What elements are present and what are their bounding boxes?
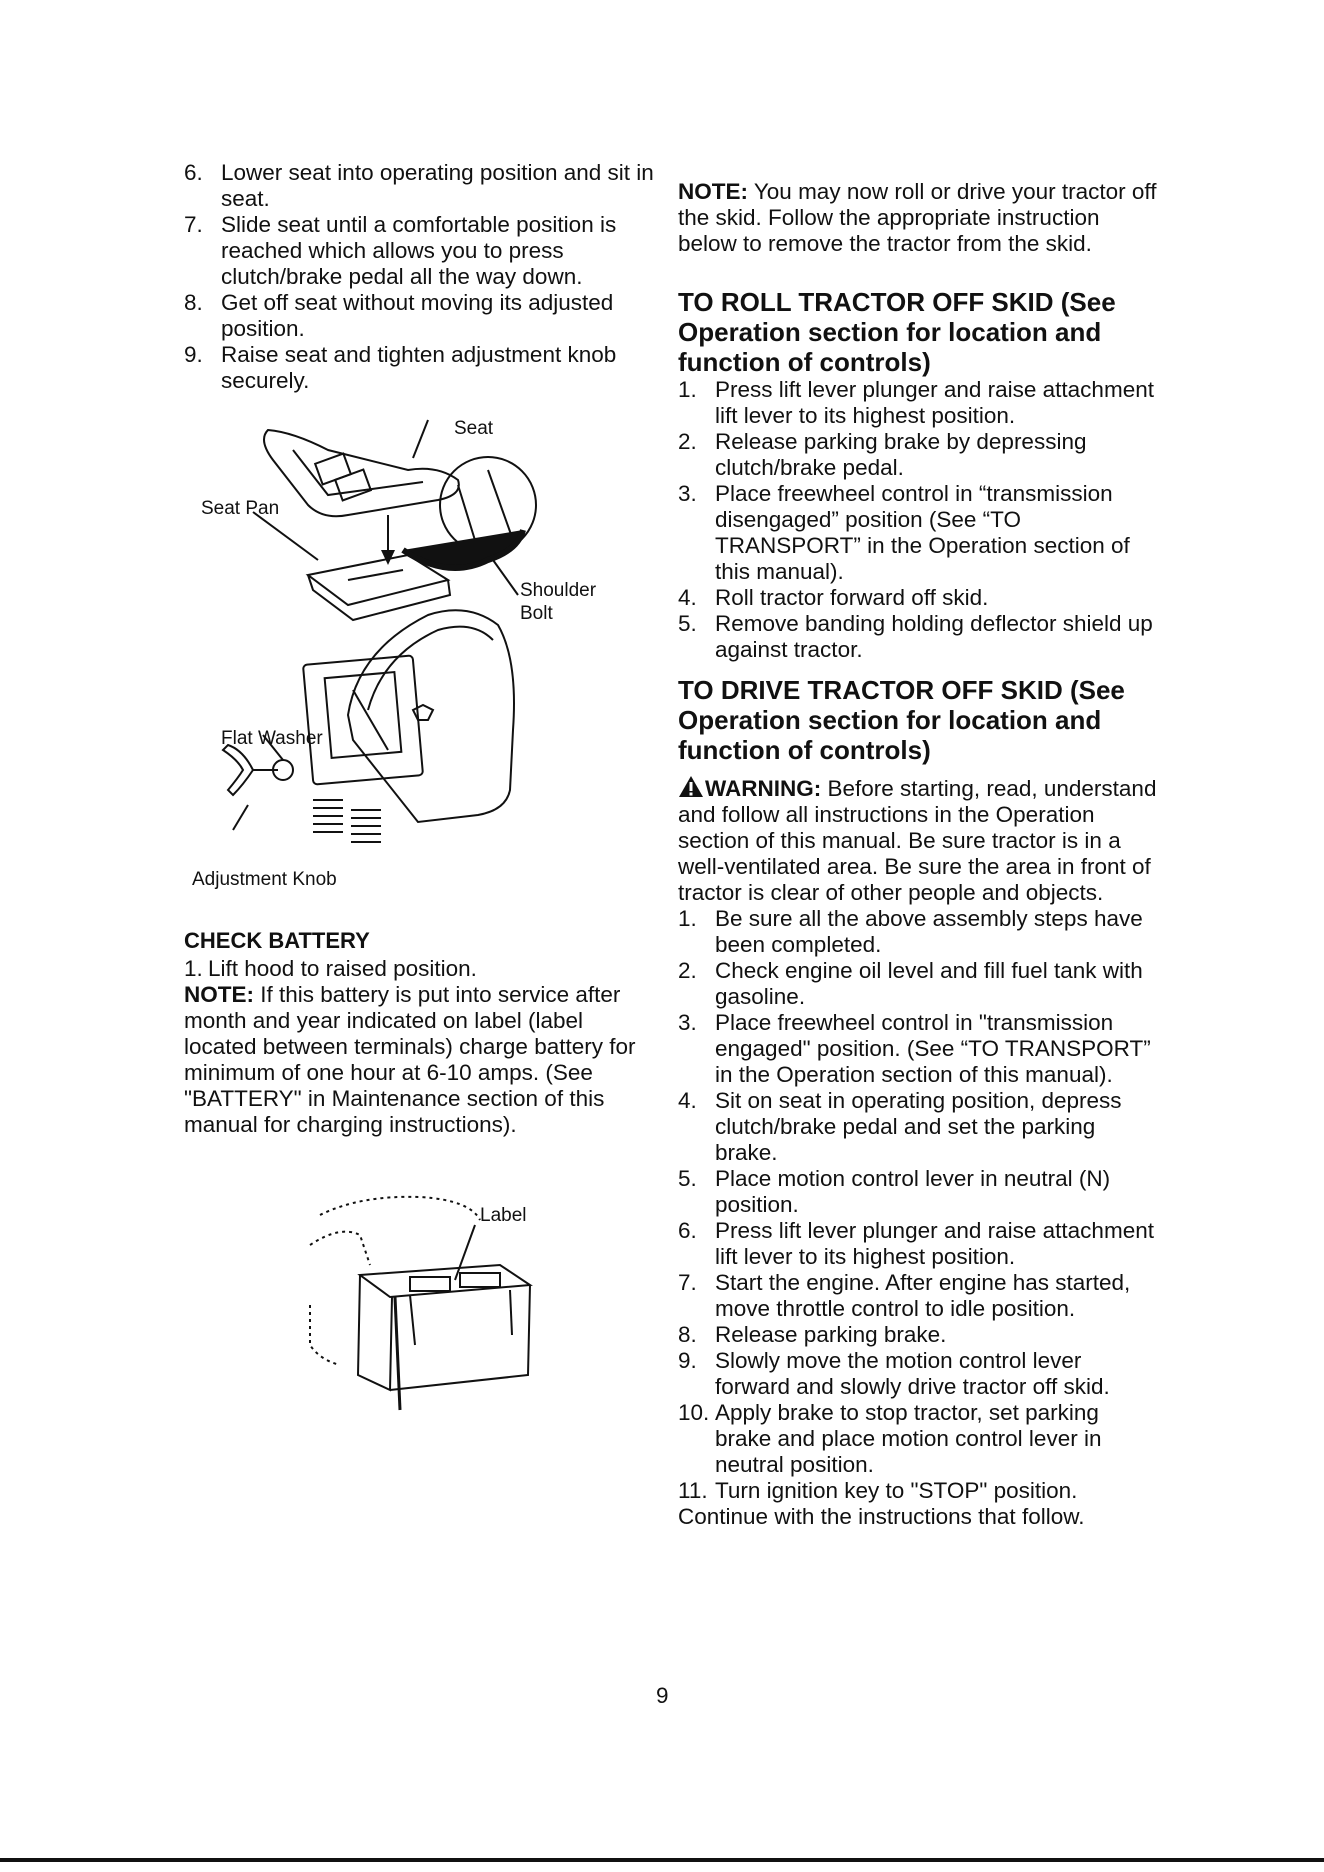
list-item bbox=[184, 956, 654, 982]
list-item-number: 6. bbox=[184, 160, 203, 185]
note-label: NOTE: bbox=[678, 179, 748, 204]
label-bolt: Bolt bbox=[520, 603, 553, 624]
list-item-number: 10. bbox=[678, 1400, 710, 1425]
list-item-number: 11. bbox=[678, 1478, 708, 1503]
list-item-number: 9. bbox=[678, 1348, 697, 1373]
list-item-text: Slowly move the motion control lever forward and slowly drive tractor off skid. bbox=[715, 1348, 1110, 1399]
list-item bbox=[678, 481, 1158, 585]
list-item bbox=[184, 212, 654, 290]
check-battery-section bbox=[184, 928, 654, 1138]
warning-label: WARNING: bbox=[705, 776, 822, 801]
list-item-number: 4. bbox=[678, 585, 697, 610]
list-item-text: Release parking brake. bbox=[715, 1322, 947, 1347]
list-item bbox=[678, 1010, 1158, 1088]
list-item-text: Lower seat into operating position and sit in seat. bbox=[221, 160, 654, 211]
list-item-text: Remove banding holding deflector shield up against tractor. bbox=[715, 611, 1153, 662]
list-item-text: Get off seat without moving its adjusted position. bbox=[221, 290, 614, 341]
list-item-text: Start the engine. After engine has started, move throttle control to idle position. bbox=[715, 1270, 1131, 1321]
list-item bbox=[678, 958, 1158, 1010]
list-item bbox=[678, 1348, 1158, 1400]
label-battery-label: Label bbox=[480, 1205, 527, 1226]
list-item-text: Turn ignition key to "STOP" position. bbox=[715, 1478, 1078, 1503]
note-text: If this battery is put into service after month and year indicated on label (label located between terminals) charge battery for minimum of one hour at 6-10 amps. (See "BATTERY" in Maintenance section of this manual for charging instructions). bbox=[184, 982, 636, 1137]
list-item-text: Place freewheel control in “transmission disengaged” position (See “TO TRANSPORT” in the Operation section of this manual). bbox=[715, 481, 1130, 584]
list-item-text: Be sure all the above assembly steps have been completed. bbox=[715, 906, 1143, 957]
list-item-text: Roll tractor forward off skid. bbox=[715, 585, 989, 610]
roll-off-skid-heading: TO ROLL TRACTOR OFF SKID (See Operation section for location and function of controls) bbox=[678, 287, 1116, 377]
list-item bbox=[678, 1270, 1158, 1322]
list-item-number: 3. bbox=[678, 1010, 697, 1035]
list-item-text: Release parking brake by depressing clutch/brake pedal. bbox=[715, 429, 1087, 480]
continue-text: Continue with the instructions that follow. bbox=[678, 1504, 1085, 1529]
list-item-number: 8. bbox=[184, 290, 203, 315]
label-flat-washer: Flat Washer bbox=[221, 728, 323, 749]
skid-note bbox=[678, 179, 1158, 257]
check-battery-heading: CHECK BATTERY bbox=[184, 928, 370, 953]
list-item bbox=[184, 160, 654, 212]
list-item-text: Slide seat until a comfortable position is reached which allows you to press clutch/brake pedal all the way down. bbox=[221, 212, 617, 289]
bottom-rule bbox=[0, 1858, 1324, 1862]
list-item bbox=[184, 290, 654, 342]
drive-warning bbox=[678, 775, 1158, 906]
list-item bbox=[678, 1088, 1158, 1166]
label-shoulder: Shoulder bbox=[520, 580, 597, 601]
drive-steps-list bbox=[678, 906, 1158, 1504]
list-item-text: Place motion control lever in neutral (N) position. bbox=[715, 1166, 1111, 1217]
list-item-text: Apply brake to stop tractor, set parking brake and place motion control lever in neutral position. bbox=[715, 1400, 1102, 1477]
warning-icon bbox=[678, 775, 704, 798]
roll-steps-list bbox=[678, 377, 1158, 663]
drive-off-skid-heading: TO DRIVE TRACTOR OFF SKID (See Operation section for location and function of controls) bbox=[678, 675, 1125, 765]
list-item-text: Press lift lever plunger and raise attachment lift lever to its highest position. bbox=[715, 1218, 1154, 1269]
list-item bbox=[678, 1166, 1158, 1218]
list-item-text: Place freewheel control in "transmission engaged" position. (See “TO TRANSPORT” in the Operation section of this manual). bbox=[715, 1010, 1151, 1087]
list-item-number: 3. bbox=[678, 481, 697, 506]
list-item-text: Lift hood to raised position. bbox=[208, 956, 477, 981]
list-item-number: 1. bbox=[678, 377, 697, 402]
list-item-number: 9. bbox=[184, 342, 203, 367]
label-seat: Seat bbox=[454, 418, 494, 439]
label-seat-pan: Seat Pan bbox=[201, 498, 280, 519]
list-item-number: 6. bbox=[678, 1218, 697, 1243]
note-label: NOTE: bbox=[184, 982, 254, 1007]
list-item-number: 1. bbox=[184, 956, 203, 981]
label-adjustment-knob: Adjustment Knob bbox=[192, 869, 337, 890]
note-text: You may now roll or drive your tractor off the skid. Follow the appropriate instruction below to remove the tractor from the skid. bbox=[678, 179, 1157, 256]
list-item bbox=[678, 1218, 1158, 1270]
right-column bbox=[678, 179, 1158, 1530]
list-item bbox=[678, 906, 1158, 958]
left-column bbox=[184, 160, 654, 394]
list-item bbox=[678, 1478, 1158, 1504]
list-item-number: 5. bbox=[678, 1166, 697, 1191]
battery-figure bbox=[300, 1185, 560, 1430]
list-item-text: Sit on seat in operating position, depress clutch/brake pedal and set the parking brake. bbox=[715, 1088, 1122, 1165]
list-item-number: 1. bbox=[678, 906, 697, 931]
list-item bbox=[678, 377, 1158, 429]
list-item-number: 2. bbox=[678, 429, 697, 454]
list-item bbox=[678, 585, 1158, 611]
list-item bbox=[678, 1400, 1158, 1478]
list-item bbox=[678, 429, 1158, 481]
battery-note bbox=[184, 982, 654, 1138]
seat-steps-list bbox=[184, 160, 654, 394]
seat-assembly-figure bbox=[188, 410, 628, 900]
list-item-number: 7. bbox=[678, 1270, 697, 1295]
list-item bbox=[678, 1322, 1158, 1348]
list-item-text: Raise seat and tighten adjustment knob securely. bbox=[221, 342, 617, 393]
list-item-number: 8. bbox=[678, 1322, 697, 1347]
list-item bbox=[184, 342, 654, 394]
list-item-number: 4. bbox=[678, 1088, 697, 1113]
page-number: 9 bbox=[656, 1683, 669, 1708]
list-item-text: Press lift lever plunger and raise attachment lift lever to its highest position. bbox=[715, 377, 1154, 428]
warning-text: Before starting, read, understand and follow all instructions in the Operation section of this manual. Be sure tractor is in a well-ventilated area. Be sure the area in front of tractor is clear of other people and objects. bbox=[678, 776, 1157, 905]
seat-diagram-illustration bbox=[188, 410, 628, 900]
list-item-number: 5. bbox=[678, 611, 697, 636]
list-item-text: Check engine oil level and fill fuel tank with gasoline. bbox=[715, 958, 1143, 1009]
list-item-number: 7. bbox=[184, 212, 203, 237]
list-item bbox=[678, 611, 1158, 663]
list-item-number: 2. bbox=[678, 958, 697, 983]
